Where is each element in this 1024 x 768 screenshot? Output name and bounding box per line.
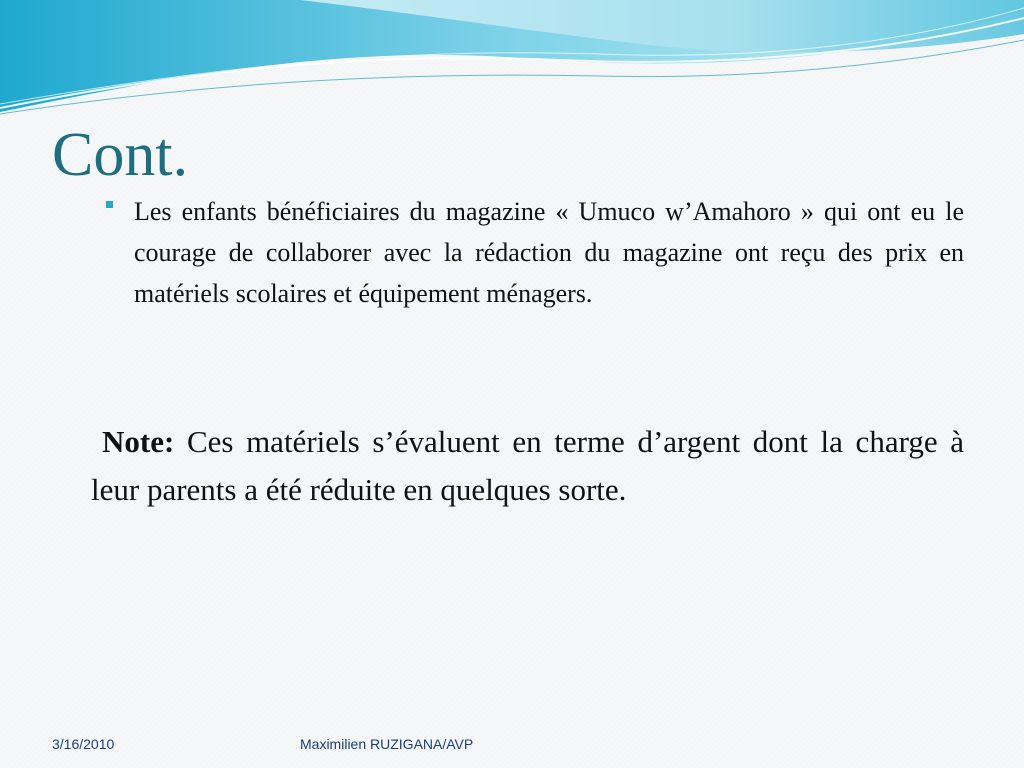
bullet-text: Les enfants bénéficiaires du magazine « Umuco w’Amahoro » qui ont eu le courage de collaborer avec la rédaction du magazine ont reçu des prix en matériels scolaires et équipement ménagers. (134, 197, 964, 308)
header-wave-decoration (0, 0, 1024, 120)
note-text: Ces matériels s’évaluent en terme d’argent dont la charge à leur parents a été réduite en quelques sorte. (91, 424, 964, 507)
footer-author: Maximilien RUZIGANA/AVP (300, 736, 474, 752)
note-label: Note: (102, 424, 175, 459)
note-paragraph (91, 418, 964, 514)
footer-date: 3/16/2010 (52, 736, 115, 752)
square-bullet-icon (106, 201, 113, 208)
slide-title: Cont. (52, 121, 189, 189)
bullet-item (104, 191, 964, 314)
